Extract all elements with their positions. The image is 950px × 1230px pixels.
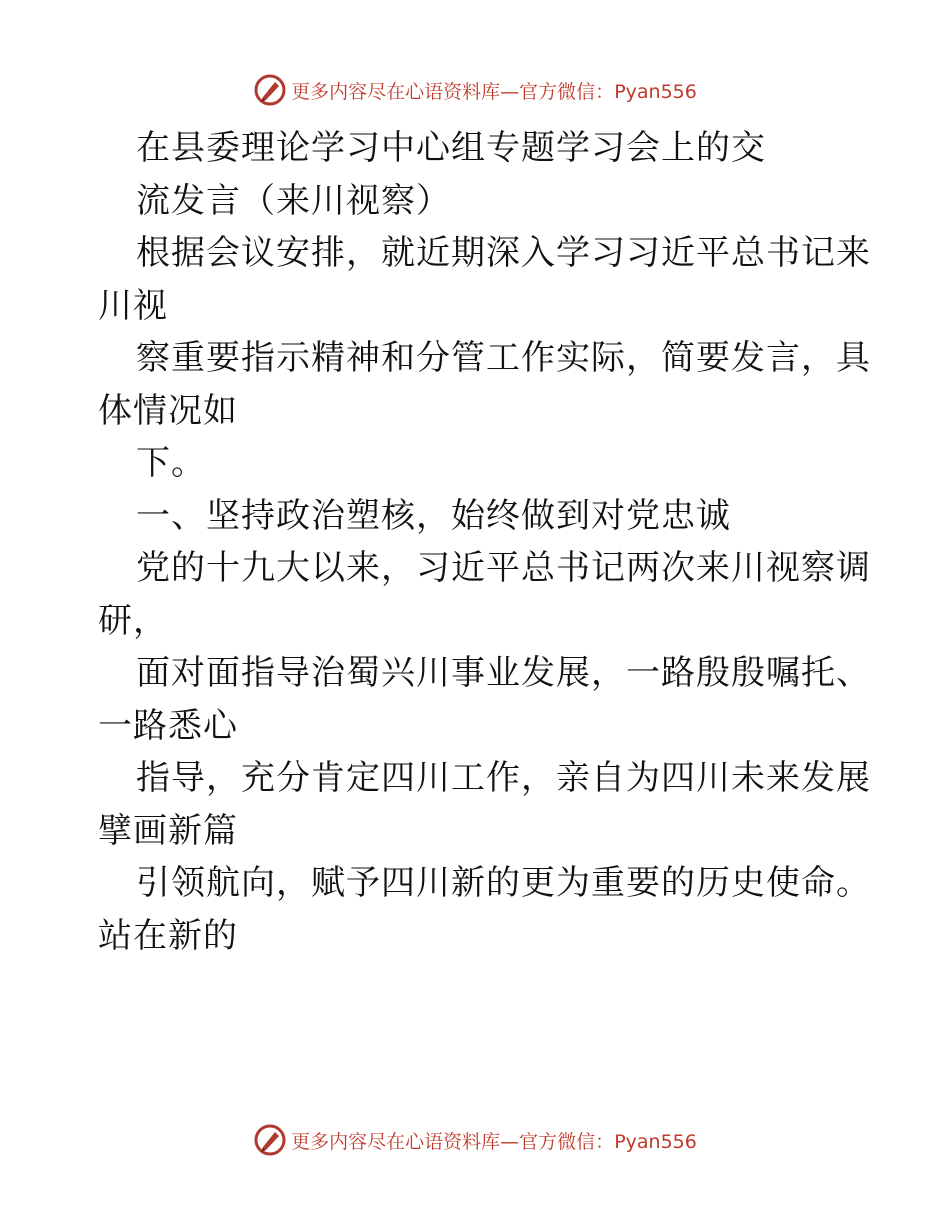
- text-line: 在县委理论学习中心组专题学习会上的交: [136, 128, 766, 168]
- text-line: 体情况如: [98, 390, 238, 431]
- text-line: 引领航向，赋予四川新的更为重要的历史使命。: [136, 863, 871, 903]
- text-line: 站在新的: [98, 915, 238, 956]
- text-line: 川视: [98, 285, 168, 326]
- text-line: 根据会议安排，就近期深入学习习近平总书记来: [136, 233, 871, 273]
- document-body: [98, 122, 871, 962]
- text-line: 一、坚持政治塑核，始终做到对党忠诚: [136, 495, 731, 536]
- footer-watermark: [0, 1120, 950, 1160]
- text-line: 流发言（来川视察）: [136, 180, 451, 221]
- header-watermark: [0, 70, 950, 110]
- pen-nib-circle-icon: [253, 73, 287, 107]
- watermark-text: 更多内容尽在心语资料库—官方微信：Pyan556: [291, 80, 697, 103]
- pen-nib-circle-icon: [253, 1123, 287, 1157]
- text-line: 下。: [136, 443, 206, 483]
- text-line: 研，: [98, 600, 168, 641]
- text-line: 察重要指示精神和分管工作实际，简要发言，具: [136, 338, 871, 378]
- text-line: 一路悉心: [98, 705, 238, 746]
- watermark-text: 更多内容尽在心语资料库—官方微信：Pyan556: [291, 1130, 697, 1153]
- text-line: 党的十九大以来，习近平总书记两次来川视察调: [136, 548, 871, 588]
- text-line: 指导，充分肯定四川工作，亲自为四川未来发展: [136, 758, 871, 798]
- text-line: 擘画新篇: [98, 810, 238, 851]
- text-line: 面对面指导治蜀兴川事业发展，一路殷殷嘱托、: [136, 653, 871, 693]
